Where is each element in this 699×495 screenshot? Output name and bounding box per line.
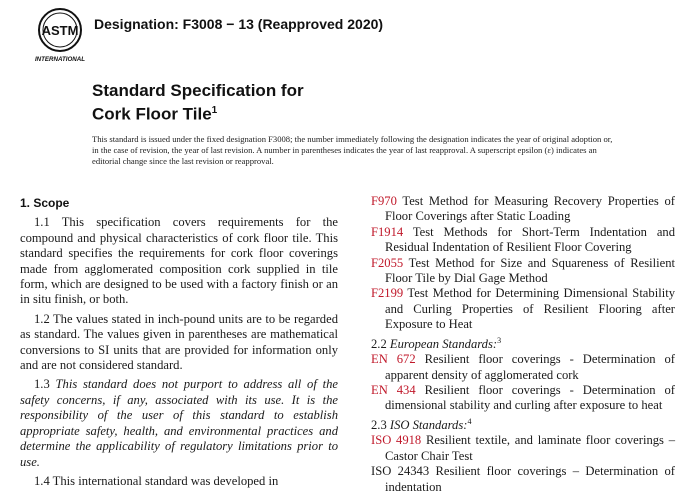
reference-link-en434[interactable]: EN 434 [371,383,416,398]
astm-logo [30,6,90,64]
reference-link-f2199[interactable]: F2199 [371,286,404,301]
subsection-title: European Standards: [389,336,498,351]
paragraph-1-1: 1.1 This specification covers requirements for the compound and physical characteristics of cork floor tile. This standard specifies the requirements for cork floor coverings made from agglomerated composition cork supplied in tile form, which are designed to be used with a factory finish or an in situ finish, or both. [20,215,338,307]
subsection-number: 2.3 [371,418,387,433]
reference-title: Test Method for Size and Squareness of Resilient Floor Tile by Dial Gage Method [385,255,675,286]
reference-title: Test Method for Measuring Recovery Properties of Floor Coverings after Static Loading [385,194,675,224]
subsection-title: ISO Standards: [389,418,468,433]
title-footnote-mark: 1 [211,105,218,116]
left-column [20,196,338,493]
section-heading-scope: 1. Scope [20,196,70,210]
paragraph-1-2: 1.2 The values stated in inch-pound units are to be regarded as standard. The values given in parentheses are mathematical conversions to SI units that are provided for information only and are not considered standard. [20,311,338,373]
title-line-2 [92,101,304,125]
reference-item [371,194,675,225]
reference-link-f1914[interactable]: F1914 [371,224,404,239]
reference-title: Resilient floor coverings - Determination of dimensional stability and curling after exposure to heat [385,383,675,413]
page-title [92,81,304,125]
designation: Designation: F3008 − 13 (Reapproved 2020) [94,16,384,32]
paragraph-1-3-number: 1.3 [34,377,50,392]
footnote-mark: 3 [497,335,502,345]
logo-subtext: INTERNATIONAL [34,56,86,63]
paragraph-1-4: 1.4 This international standard was developed in [34,473,279,488]
subsection-european [371,333,675,353]
reference-title: Test Methods for Short-Term Indentation and Residual Indentation of Resilient Floor Covering [385,224,676,255]
reference-item [371,256,675,287]
logo-text: ASTM [41,23,79,38]
reference-item [371,225,675,256]
paragraph-1-3 [20,377,338,469]
subsection-iso [371,414,675,434]
reference-title: Resilient textile, and laminate floor coverings – Castor Chair Test [385,433,675,463]
reference-item [371,286,675,332]
standard-notice: This standard is issued under the fixed designation F3008; the number immediately following the designation indicates the year of original adoption or, in the case of revision, the year of last revision. A number in parentheses indicates the year of last reapproval. A superscript epsilon (ε) indicates an editorial change since the last revision or reapproval. [92,134,613,167]
paragraph-1-3-text: This standard does not purport to address all of the safety concerns, if any, associated with its use. It is the responsibility of the user of this standard to establish appropriate safety, health, and environmental practices and determine the applicability of regulatory limitations prior to use. [20,377,338,469]
title-line-2-text: Cork Floor Tile [92,104,212,124]
subsection-number: 2.2 [371,336,387,351]
reference-link-f970[interactable]: F970 [371,194,397,208]
reference-title: Resilient floor coverings - Determination of apparent density of agglomerated cork [385,352,675,382]
title-line-1: Standard Specification for [92,81,304,100]
footnote-mark: 4 [467,416,472,426]
reference-title: Test Method for Determining Dimensional Stability and Curling Properties of Resilient Flooring after Exposure to Heat [385,286,675,332]
reference-link-en672[interactable]: EN 672 [371,352,416,367]
right-column [371,194,675,495]
reference-item [371,352,675,383]
reference-link-f2055[interactable]: F2055 [371,255,404,270]
reference-item-partial: ISO 24343 Resilient floor coverings – Determination of indentation [371,464,675,494]
reference-link-iso4918[interactable]: ISO 4918 [371,433,422,448]
reference-item [371,383,675,414]
reference-item [371,433,675,464]
